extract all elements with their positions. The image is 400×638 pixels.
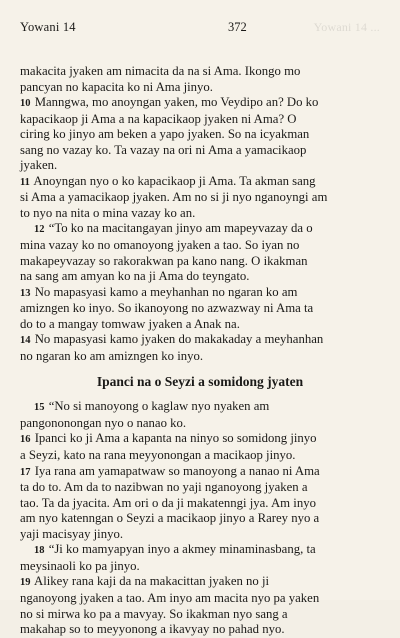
verse-line: jyaken. (20, 158, 58, 173)
verse-line: kapacikaop ji Ama a na kapacikaop jyaken ni Ama? O (20, 111, 297, 126)
verse-line: makacita jyaken am nimacita da na si Ama. Ikongo mo (20, 64, 301, 78)
verse-number: 14 (20, 335, 31, 347)
verse-number: 12 (34, 224, 45, 236)
verse-line: no si mirwa ko pa a mavyay. So ikakman nyo sang a (20, 606, 288, 621)
verse-line: mina vazay ko no omanoyong jyaken a tao. So iyan no (20, 238, 300, 253)
verse-line: nganoyong jyaken a tao. Am inyo am macita nyo pa yaken (20, 590, 320, 605)
verse-line: no ngaran ko am amizngen ko inyo. (20, 348, 204, 363)
verse-line: to nyo na nita o mina vazay ko an. (20, 205, 196, 220)
verse-line: Ipanci ko ji Ama a kapanta na ninyo so somidong jinyo (34, 431, 317, 446)
verse-paragraph (20, 542, 380, 574)
verse-number: 10 (20, 98, 31, 110)
verse-line: Alikey rana kaji da na makacittan jyaken no ji (33, 574, 270, 589)
verse-line: sang no vazay ko. Ta vazay na ori ni Ama a yamacikaop (20, 142, 307, 157)
verse-line: meysinaoli ko pa jinyo. (20, 558, 140, 573)
verse-number: 11 (20, 176, 30, 188)
verse-number: 15 (34, 402, 45, 414)
bleed-through-text: Yowani 14 ... (313, 20, 380, 34)
verse-paragraph (20, 332, 380, 364)
verse-line: pancyan no kapacita ko ni Ama jinyo. (20, 79, 213, 94)
verse-line: do to a mangay tomwaw jyaken a Anak na. (20, 316, 240, 331)
page-header (20, 20, 380, 38)
verse-line: pangononongan nyo o nanao ko. (20, 415, 187, 430)
verse-line: Iya rana am yamapatwaw so manoyong a nanao ni Ama (34, 463, 320, 478)
verse-number: 19 (20, 577, 31, 589)
verse-line: “To ko na macitangayan jinyo am mapeyvazay da o (48, 221, 313, 236)
verse-line: na sang am amyan ko na ji Ama do teyngato. (20, 269, 250, 284)
verse-paragraph (20, 464, 380, 543)
verse-line: amizngen ko inyo. So ikanoyong no azwazway ni Ama ta (20, 301, 314, 316)
verse-line: Anoyngan nyo o ko kapacikaop ji Ama. Ta akman sang (33, 173, 316, 188)
verse-line: “No si manoyong o kaglaw nyo nyaken am (48, 399, 270, 414)
verse-number: 16 (20, 434, 31, 446)
verse-paragraph (20, 221, 380, 284)
verse-line: am nyo katenngan o Seyzi a macikaop jinyo a Rarey nyo a (20, 511, 320, 526)
page-content (20, 64, 380, 638)
verse-line: si Ama a yamacikaop jyaken. Am no si ji nyo nganoyngi am (20, 190, 328, 205)
verse-paragraph (20, 431, 380, 463)
running-head: Yowani 14 (20, 20, 76, 34)
verse-paragraph (20, 64, 380, 95)
verse-line: “Ji ko mamyapyan inyo a akmey minaminasbang, ta (48, 542, 316, 557)
page-number: 372 (228, 20, 247, 34)
verse-line: No mapasyasi kamo jyaken do makakaday a meyhanhan (34, 332, 324, 347)
verse-line: ciring ko jinyo am beken a yapo jyaken. So na icyakman (20, 127, 310, 142)
verse-number: 13 (20, 287, 31, 299)
verse-line: Manngwa, mo anoyngan yaken, mo Veydipo an? Do ko (34, 95, 319, 110)
verse-paragraph (20, 174, 380, 222)
verse-paragraph (20, 95, 380, 174)
section-heading: Ipanci na o Seyzi a somidong jyaten (96, 374, 304, 390)
verse-paragraph (20, 285, 380, 333)
verse-line: a Seyzi, kato na rana meyyonongan a macikaop jinyo. (20, 448, 296, 463)
verse-number: 18 (34, 545, 45, 557)
verse-number: 17 (20, 466, 31, 478)
verse-line: makapeyvazay so rakorakwan pa kano nang. O ikakman (20, 253, 308, 268)
verse-line: ta do to. Am da to nazibwan no yaji nganoyong jyaken a (20, 480, 308, 495)
verse-paragraph (20, 574, 380, 637)
verse-line: No mapasyasi kamo a meyhanhan no ngaran ko am (34, 284, 298, 299)
verse-line: tao. Ta da jyacita. Am ori o da ji makatenngi jya. Am inyo (20, 495, 316, 510)
verse-line: yaji macisyay jinyo. (20, 526, 124, 541)
verse-line: makahap so to meyyonong a ikavyay no pahad nyo. (20, 622, 285, 637)
verse-paragraph (20, 399, 380, 431)
